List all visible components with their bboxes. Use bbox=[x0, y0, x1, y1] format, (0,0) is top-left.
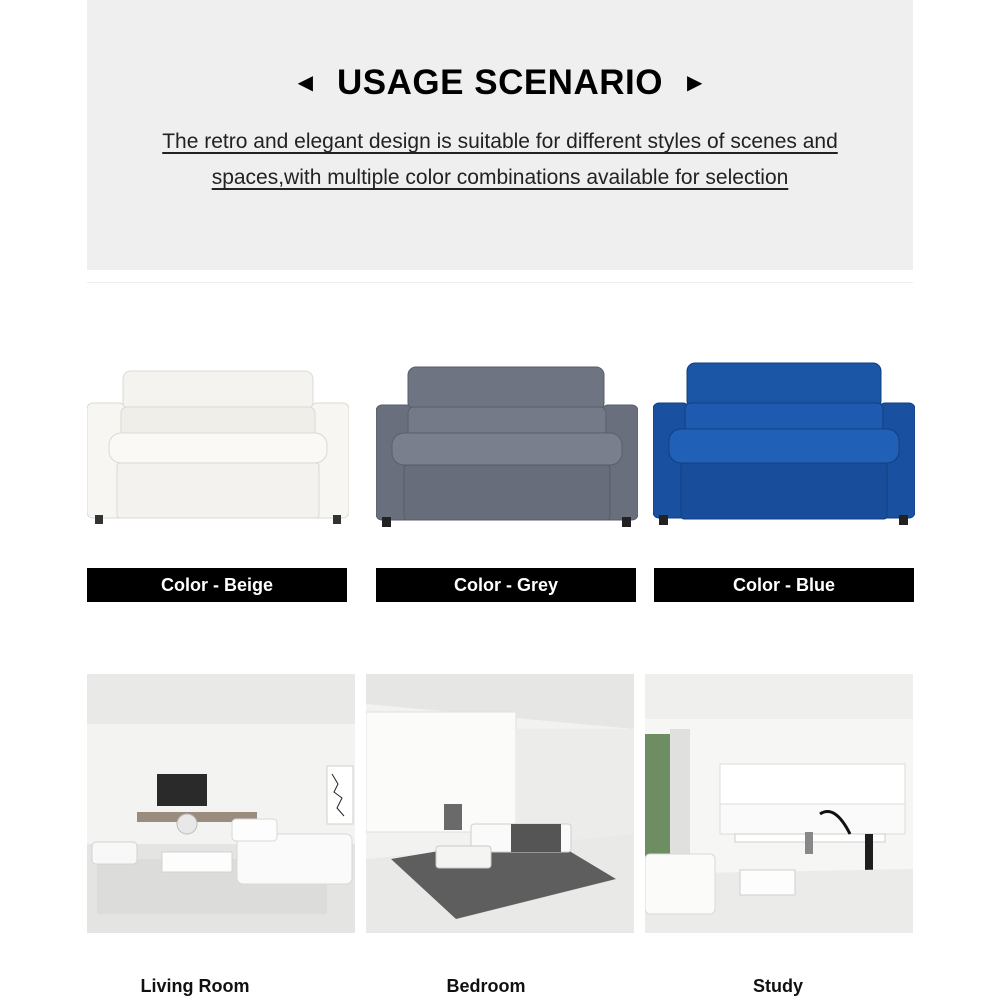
color-label-grey: Color - Grey bbox=[376, 568, 636, 602]
subtitle-line-2: spaces,with multiple color combinations available for selection bbox=[211, 166, 789, 189]
sofa-beige-image bbox=[87, 355, 349, 530]
subtitle bbox=[87, 124, 913, 196]
page-title: USAGE SCENARIO bbox=[337, 63, 663, 102]
room-label-living-room: Living Room bbox=[140, 976, 250, 996]
study-photo bbox=[645, 674, 913, 933]
subtitle-line-1: The retro and elegant design is suitable for different styles of scenes and bbox=[162, 130, 838, 153]
title-row bbox=[87, 58, 913, 108]
right-arrow-icon: ▶ bbox=[686, 72, 703, 94]
sofa-grey-image bbox=[376, 355, 638, 530]
divider bbox=[87, 282, 913, 283]
room-label-study: Study bbox=[752, 976, 803, 996]
bedroom-photo bbox=[366, 674, 634, 933]
sofa-blue-image bbox=[653, 355, 915, 530]
color-label-beige: Color - Beige bbox=[87, 568, 347, 602]
living-room-photo bbox=[87, 674, 355, 933]
room-label-bedroom: Bedroom bbox=[446, 976, 526, 996]
left-arrow-icon: ◀ bbox=[297, 72, 314, 94]
header-panel bbox=[87, 0, 913, 270]
color-label-blue: Color - Blue bbox=[654, 568, 914, 602]
